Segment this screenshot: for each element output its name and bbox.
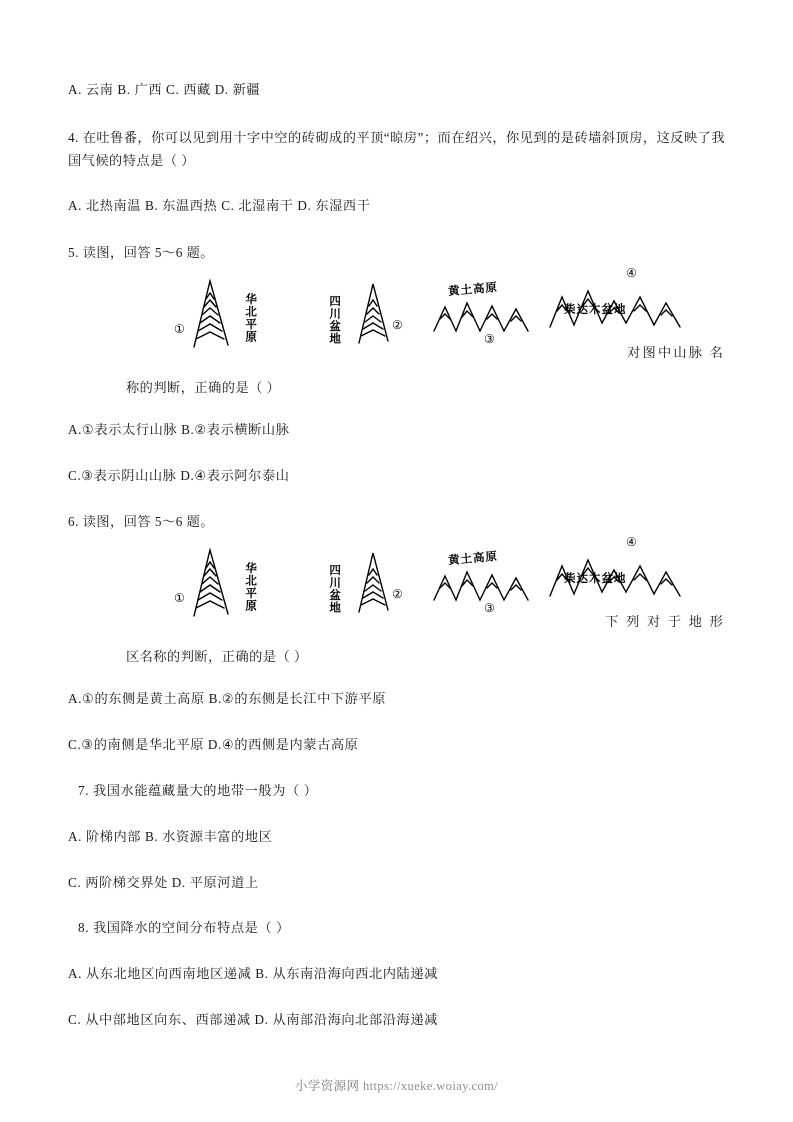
q8-option-c: C. 从中部地区向东、西部递减 D. 从南部沿海向北部沿海递减 [68,1011,438,1027]
footer-watermark [0,1076,793,1094]
q5-stem: 5. 读图，回答 5～6 题。 [68,244,214,260]
q7-option-c: C. 两阶梯交界处 D. 平原河道上 [68,874,259,890]
watermark-url: https://xueke.woiay.com/ [362,1079,499,1093]
q3-options: A. 云南 B. 广西 C. 西藏 D. 新疆 [68,82,261,97]
label-sichuan-basin: 四川盆地 [328,564,341,615]
mountain-icon [548,281,690,333]
q5-option-a: A.①表示太行山脉 B.②表示横断山脉 [68,421,290,437]
mountain-icon [354,550,394,614]
label-huangtu-plateau: 黄土高原 [447,551,499,568]
mountain-icon [432,297,536,333]
q7-option-a: A. 阶梯内部 B. 水资源丰富的地区 [68,828,273,844]
mountain-range-1 [174,546,236,618]
figure-number-1: ① [174,591,185,606]
figure-number-2: ② [392,317,403,332]
label-huangtu-plateau: 黄土高原 [447,281,499,298]
mountain-icon [188,277,236,349]
mountain-range-4 [548,535,690,602]
q6-trailing-text: 下 列 对 于 地 形 [605,614,725,630]
q6-stem-continued: 区名称的判断，正确的是（ ） [126,649,308,665]
q6-option-c: C.③的南侧是华北平原 D.④的西侧是内蒙古高原 [68,737,359,753]
q8-option-a: A. 从东北地区向西南地区递减 B. 从东南沿海向西北内陆递减 [68,966,438,982]
q5-option-c: C.③表示阴山山脉 D.④表示阿尔泰山 [68,467,290,483]
q7-stem: 7. 我国水能蕴藏量大的地带一般为（ ） [78,782,318,798]
mountain-range-3 [432,566,536,616]
mountain-icon [432,566,536,602]
mountain-range-2 [354,281,403,345]
q4-options: A. 北热南温 B. 东温西热 C. 北湿南干 D. 东湿西干 [68,197,371,213]
mountain-icon [354,281,394,345]
mountain-range-3 [432,297,536,346]
figure-number-3: ③ [484,331,495,346]
figure-number-1: ① [174,321,185,336]
mountain-range-4 [548,265,690,333]
mountain-range-2 [354,550,403,614]
q6-option-a: A.①的东侧是黄土高原 B.②的东侧是长江中下游平原 [68,691,387,707]
figure-number-2: ② [392,587,403,602]
mountain-icon [188,546,236,618]
figure-q6 [68,535,725,642]
q8-stem: 8. 我国降水的空间分布特点是（ ） [78,920,290,936]
q4-stem: 4. 在吐鲁番，你可以见到用十字中空的砖砌成的平顶“晾房”；而在绍兴，你见到的是砖墙斜顶房，这反映了我国气候的特点是（ ） [68,129,726,168]
figure-number-3: ③ [484,601,495,616]
figure-number-4: ④ [626,535,637,550]
watermark-site-name: 小学资源网 [294,1079,360,1093]
q5-trailing-text: 对图中山脉 名 [627,344,725,360]
label-huabei-plain: 华北平原 [244,292,257,343]
label-sichuan-basin: 四川盆地 [328,294,341,345]
label-huabei-plain: 华北平原 [244,562,257,613]
q6-stem: 6. 读图，回答 5～6 题。 [68,514,214,530]
mountain-icon [548,550,690,602]
mountain-range-1 [174,277,236,349]
label-chaidamu-basin: 柴达木盆地 [564,303,627,316]
figure-q5 [68,265,725,373]
figure-number-4: ④ [626,265,637,280]
q5-stem-continued: 称的判断，正确的是（ ） [126,379,281,395]
label-chaidamu-basin: 柴达木盆地 [564,573,627,586]
